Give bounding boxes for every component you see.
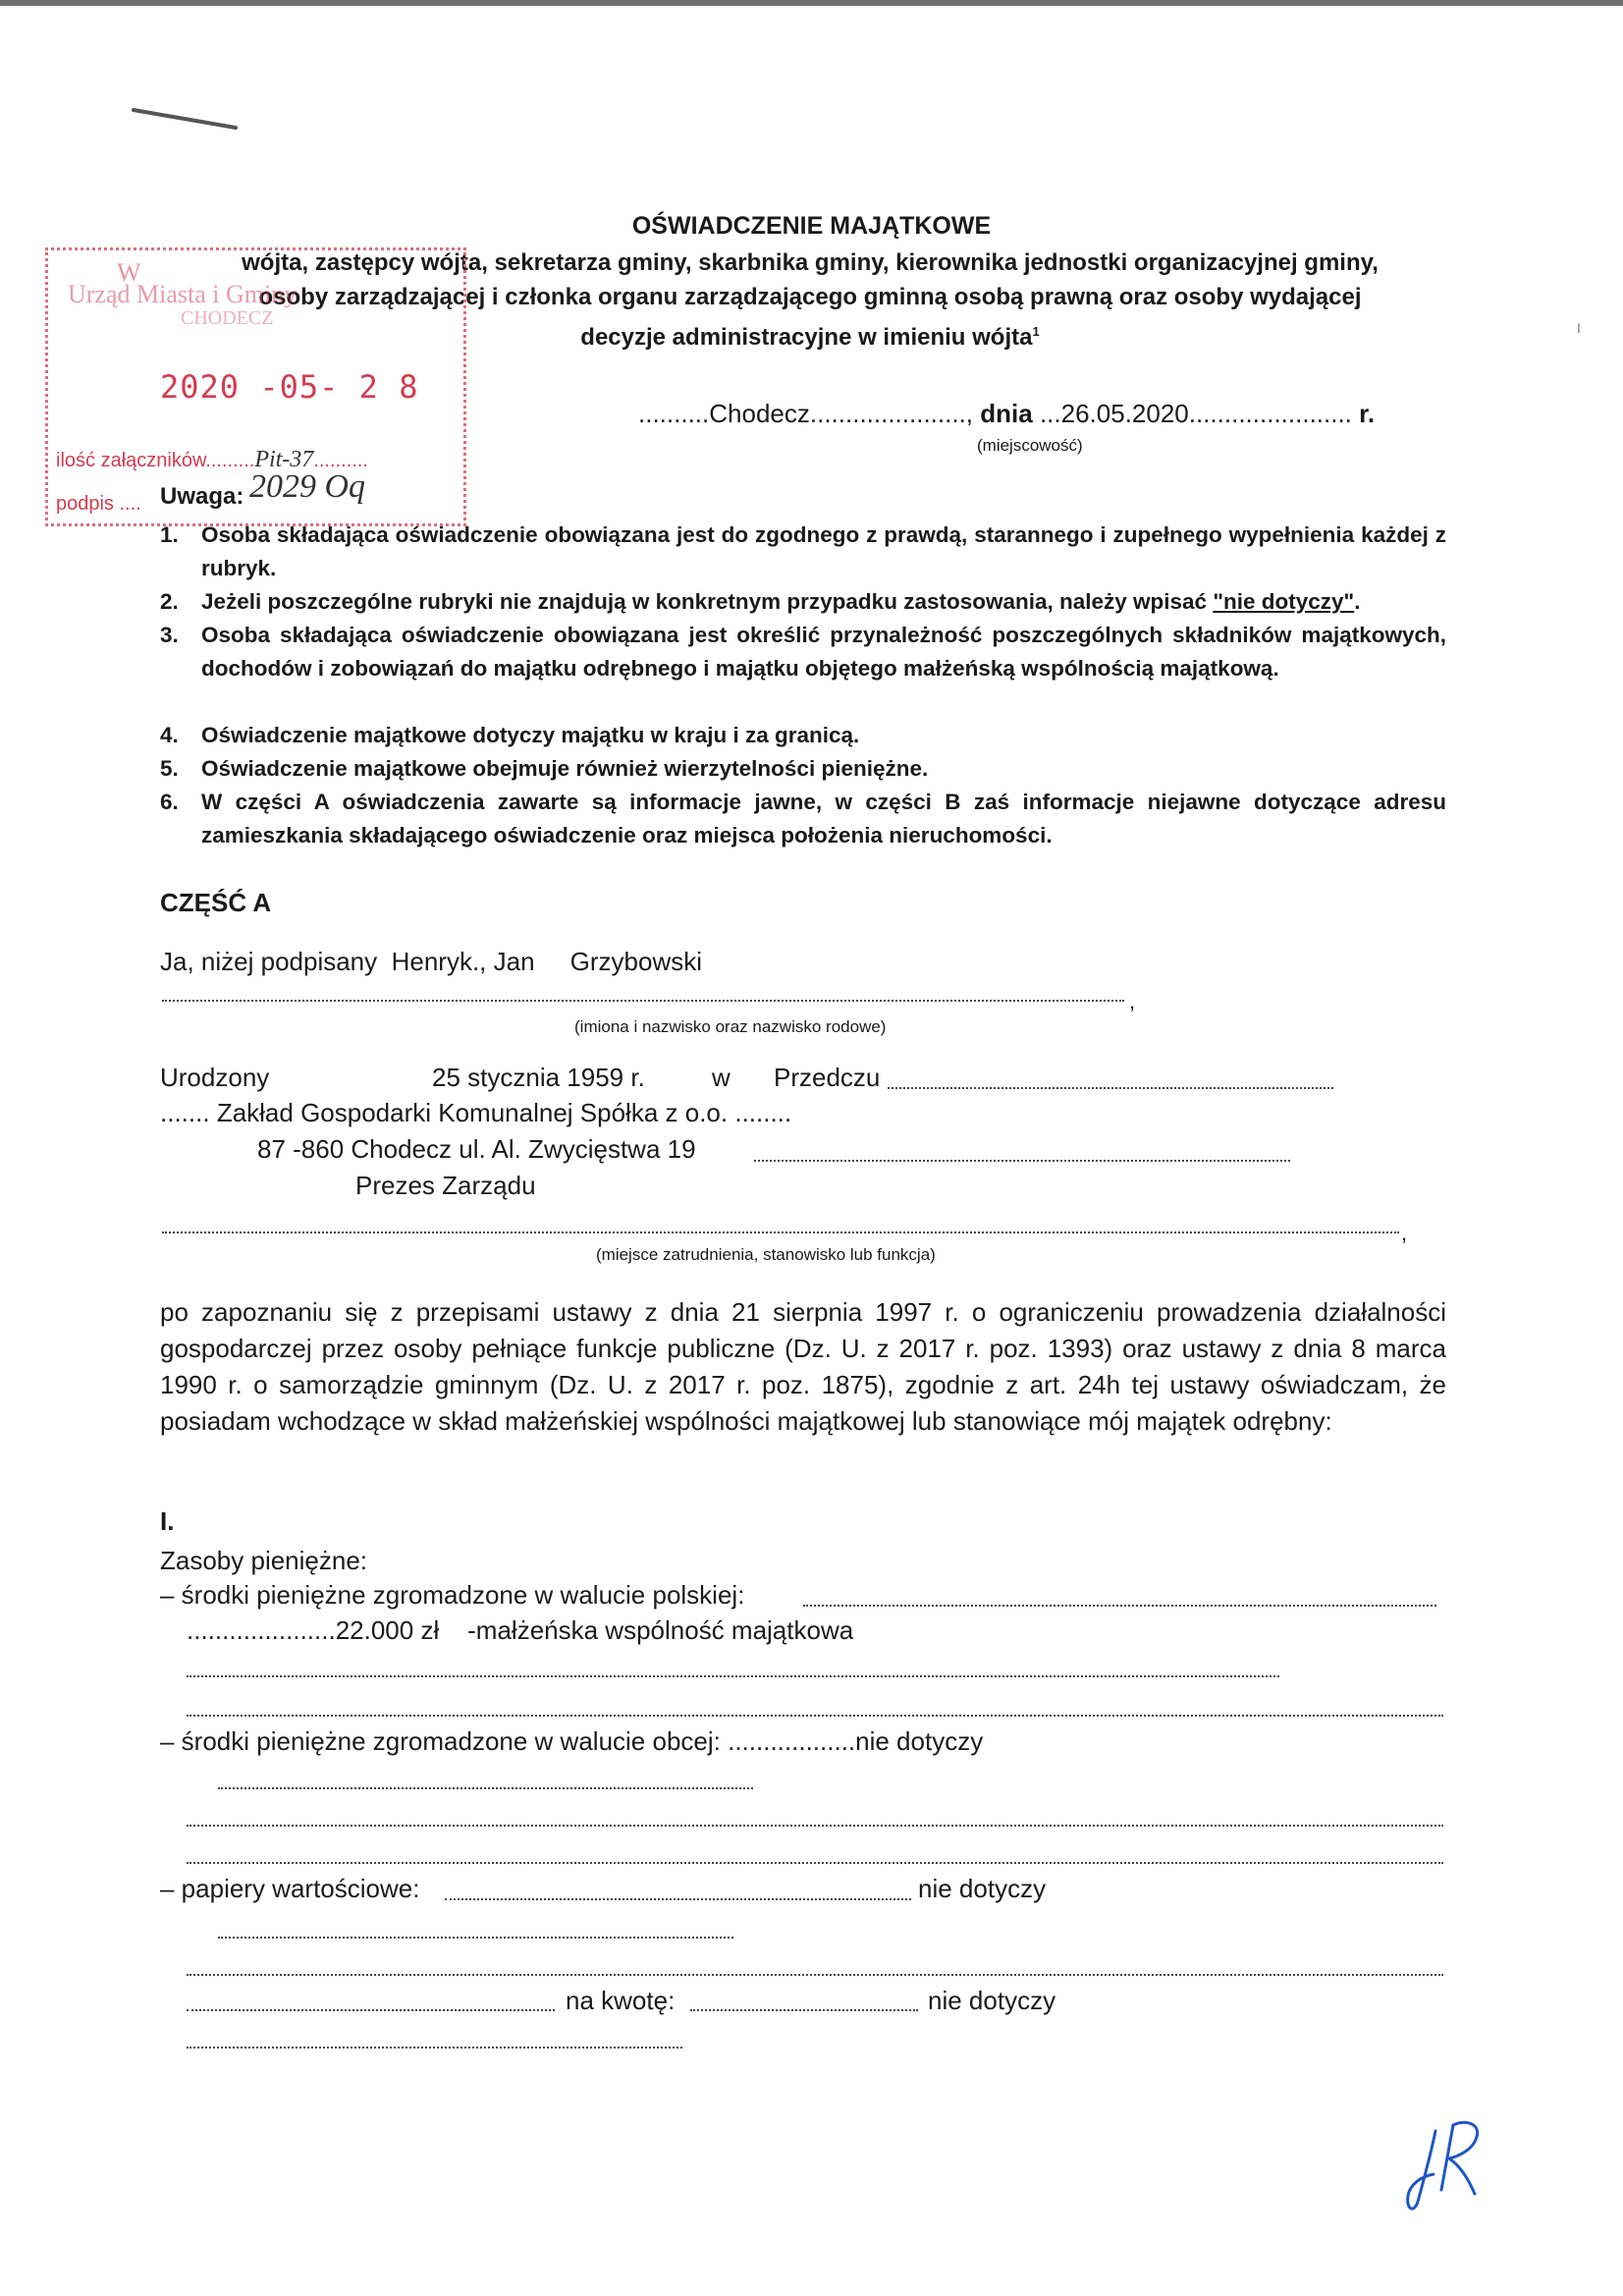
section-1-numeral: I. [160,1506,175,1536]
born-label: Urodzony [160,1063,270,1092]
pln-dotted-line-3 [187,1715,1443,1717]
note-item-3 [160,619,1446,719]
employer-suffix: ........ [734,1098,792,1127]
receipt-stamp [45,247,466,526]
amount-dotted-line-2 [187,2047,682,2049]
note-text: Osoba składająca oświadczenie obowiązana jest do zgodnego z prawdą, starannego i zupełnego wypełnienia każdej z rubryk. [201,522,1446,580]
birth-date: 25 stycznia 1959 r. [432,1063,645,1092]
declarant-intro-label: Ja, niżej podpisany [160,947,378,976]
date-prefix: ... [1039,399,1061,428]
foreign-funds-line [160,1726,983,1757]
pln-funds-value: 22.000 zł [335,1615,440,1645]
foreign-dotted-line-3 [187,1862,1443,1864]
securities-dotted-line-2 [218,1937,733,1939]
employment-line-comma: , [1401,1221,1408,1245]
foreign-funds-value: nie dotyczy [855,1726,984,1756]
birth-in-label: w [712,1063,730,1092]
stamp-attachments-value: Pit-37 [254,447,314,472]
stamp-signature-row: podpis .... [56,493,141,515]
note-item-4 [160,719,1446,752]
subtitle-line-2: osoby zarządzającej i członka organu zarządzającego gminną osobą prawną oraz osoby wydającej [258,284,1362,310]
stamp-office-line-3: CHODECZ [181,307,274,329]
note-number: 2. [160,589,179,614]
foreign-funds-dots: .................. [728,1726,856,1756]
employer-name: Zakład Gospodarki Komunalnej Spółka z o.o. [216,1098,729,1127]
securities-value: nie dotyczy [918,1874,1047,1903]
amount-value: nie dotyczy [928,1986,1056,2015]
note-text: Jeżeli poszczególne rubryki nie znajdują w konkretnym przypadku zastosowania, należy wpisać [201,589,1208,614]
note-number: 3. [160,623,179,647]
employer-address: 87 -860 Chodecz ul. Al. Zwycięstwa 19 [257,1134,696,1164]
pln-value-prefix: ..................... [187,1615,336,1645]
section-1-heading: Zasoby pieniężne: [160,1546,368,1575]
place-date-line [638,399,1448,429]
subtitle-line-1: wójta, zastępcy wójta, sekretarza gminy, skarbnika gminy, kierownika jednostki organizacyjnej gminy, [242,249,1379,276]
note-tail: . [1354,589,1361,614]
securities-label: – papiery wartościowe: [160,1874,420,1903]
name-caption: (imiona i nazwisko oraz nazwisko rodowe) [574,1017,887,1036]
name-dotted-line [162,1000,1124,1002]
foreign-dotted-line-1 [218,1787,753,1789]
note-number: 4. [160,723,179,747]
margin-mark: I [1577,320,1581,336]
employer-prefix: ....... [160,1098,210,1127]
date-value: 26.05.2020 [1060,399,1189,428]
footnote-mark: 1 [1032,324,1040,339]
stamp-office-line-2: Urząd Miasta i Gminy [68,280,298,308]
employment-caption: (miejsce zatrudnienia, stanowisko lub funkcja) [596,1245,936,1264]
place-caption: (miejscowość) [977,436,1083,455]
note-item-2 [160,585,1446,619]
pen-stroke-mark [128,98,245,137]
declarant-given-names: Henryk., Jan [391,947,535,976]
stamp-attachments-label: ilość załączników [56,450,206,471]
name-line-comma: , [1129,989,1136,1013]
year-suffix: r. [1359,399,1376,428]
pln-dotted-line-2 [187,1675,1279,1677]
notes-heading: Uwaga: [160,483,244,510]
stamp-signature-value: 2029 Oq [249,468,366,505]
pln-funds-dotted-line [803,1605,1436,1607]
note-item-1 [160,519,1446,585]
note-text: Osoba składająca oświadczenie obowiązana jest określić przynależność poszczególnych składników majątkowych, dochodów i zobowiązań do majątku odrębnego i majątku objętego małżeńską wspólnością majątkową. [201,623,1446,681]
amount-label: na kwotę: [566,1986,676,2015]
birth-place-dotted-line [888,1087,1333,1089]
note-number: 5. [160,756,179,781]
stamp-signature-label: podpis [56,493,114,515]
place-prefix: .......... [638,399,710,428]
note-item-5 [160,752,1446,786]
pln-funds-value-line [187,1615,853,1646]
foreign-funds-label: – środki pieniężne zgromadzone w walucie obcej: [160,1726,721,1756]
note-number: 6. [160,790,179,814]
date-label: dnia [980,399,1033,428]
securities-dotted-line-3 [187,1974,1443,1976]
note-quote: "nie dotyczy" [1213,589,1355,614]
amount-value-dotted-line [690,2009,918,2011]
part-a-heading: CZĘŚĆ A [160,888,272,917]
stamp-office-line-1: W [117,258,141,287]
declarant-surname: Grzybowski [569,947,703,976]
legal-basis-paragraph: po zapoznaniu się z przepisami ustawy z dnia 21 sierpnia 1997 r. o ograniczeniu prowadzenia działalności gospodarczej przez osoby pełniące funkcje publiczne (Dz. U. z 2017 r. poz. 1393) oraz ustawy z dnia 8 marca 1990 r. o samorządzie gminnym (Dz. U. z 2017 r. poz. 1875), zgodnie z art. 24h tej ustawy oświadczam, że posiadam wchodzące w skład małżeńskiej wspólności majątkowej lub stanowiące mój majątek odrębny: [160,1297,1446,1436]
address-dotted-line [754,1160,1290,1162]
birth-place: Przedczu [774,1063,881,1092]
note-text: Oświadczenie majątkowe obejmuje również wierzytelności pieniężne. [201,756,929,781]
employment-dotted-line [162,1231,1399,1233]
declarant-line [160,947,702,977]
date-dots: ....................... [1188,399,1352,428]
securities-dotted-line [445,1898,911,1900]
stamp-date: 2020 -05- 2 8 [160,368,419,406]
place-dots: ......................, [809,399,974,428]
subtitle-line-3-text: decyzje administracyjne w imieniu wójta [580,324,1033,351]
foreign-dotted-line-2 [187,1825,1443,1827]
initials-signature [1404,2111,1492,2219]
stamp-attachments-row: ilość załączników.........Pit-37.......... [56,447,368,472]
note-text: W części A oświadczenia zawarte są informacje jawne, w części B zaś informacje niejawne dotyczące adresu zamieszkania składającego oświadczenie oraz miejsca położenia nieruchomości. [201,790,1446,847]
employer-line [160,1098,791,1128]
pln-funds-label: – środki pieniężne zgromadzone w walucie polskiej: [160,1580,745,1610]
scan-top-edge [0,0,1623,6]
position: Prezes Zarządu [355,1171,536,1200]
note-text: Oświadczenie majątkowe dotyczy majątku w kraju i za granicą. [201,723,860,747]
note-number: 1. [160,522,179,547]
note-item-6 [160,786,1446,852]
pln-funds-note: -małżeńska wspólność majątkowa [467,1615,854,1645]
amount-dotted-line [187,2009,555,2011]
document-title: OŚWIADCZENIE MAJĄTKOWE [631,212,992,240]
place-value: Chodecz [709,399,810,428]
